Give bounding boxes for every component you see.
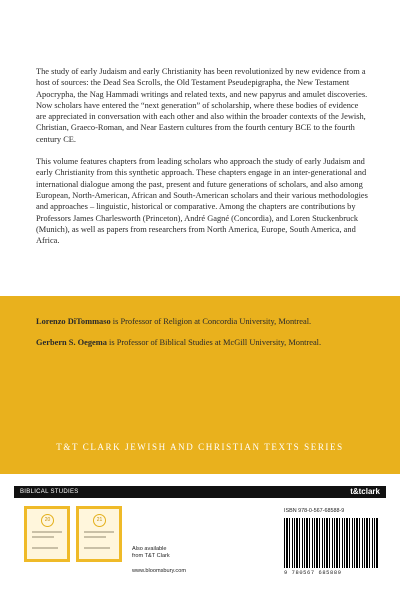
- also-available: [132, 546, 170, 560]
- book-thumbnail-2: [76, 506, 122, 562]
- category-label: BIBLICAL STUDIES: [20, 489, 79, 495]
- footer: [0, 474, 400, 600]
- barcode-digits: 9 780567 685889: [284, 570, 342, 576]
- category-bar: [14, 486, 386, 498]
- volume-number-badge: 21: [93, 514, 106, 527]
- also-available-line-2: from T&T Clark: [132, 553, 170, 559]
- book-thumbnail-1: [24, 506, 70, 562]
- bio-text: is Professor of Religion at Concordia University, Montreal.: [110, 317, 312, 326]
- blurb: [36, 66, 368, 257]
- publisher-logo: t&tclark: [350, 487, 380, 496]
- blurb-paragraph-2: This volume features chapters from leading scholars who approach the study of early Judaism and early Christianity from this synthetic approach. These chapters engage in an inter-generational and international dialogue among the past, present and future generations of scholars, and also among European, North-American, African and South-American scholars and their various methodologies and approaches – linguistic, historical or comparative. Among the chapters are contributions by Professors James Charlesworth (Princeton), André Gagné (Concordia), and Loren Stuckenbruck (Munich), as well as papers from researchers from North America, Europe, South America, and Africa.: [36, 157, 368, 246]
- bio-ditommaso: [36, 316, 376, 327]
- series-title: T&T CLARK JEWISH AND CHRISTIAN TEXTS SERIES: [56, 442, 344, 452]
- volume-number-badge: 20: [41, 514, 54, 527]
- barcode: [284, 518, 378, 568]
- blurb-paragraph-1: The study of early Judaism and early Christianity has been revolutionized by new evidence from a host of sources: the Dead Sea Scrolls, the Old Testament Pseudepigrapha, the New Testament Apocrypha, the Nag Hammadi writings and related texts, and new papyrus and amulet discoveries. Now scholars have entered the “next generation” of scholarship, where these bodies of evidence are appreciated in conversation with each other and also within the broader contexts of the Jewish, Christian, Graeco-Roman, and Near Eastern cultures from the fourth century BCE to the fourth century CE.: [36, 67, 368, 144]
- author-bios: [36, 316, 376, 359]
- yellow-band: [0, 296, 400, 474]
- bio-text: is Professor of Biblical Studies at McGill University, Montreal.: [106, 338, 322, 348]
- publisher-url: www.bloomsbury.com: [132, 568, 186, 574]
- bio-name: Gerbern S. Oegema: [36, 338, 107, 348]
- isbn-text: ISBN 978-0-567-68588-9: [284, 508, 345, 514]
- also-available-line-1: Also available: [132, 546, 167, 552]
- bio-oegema: [36, 337, 376, 348]
- bio-name: Lorenzo DiTommaso: [36, 317, 111, 326]
